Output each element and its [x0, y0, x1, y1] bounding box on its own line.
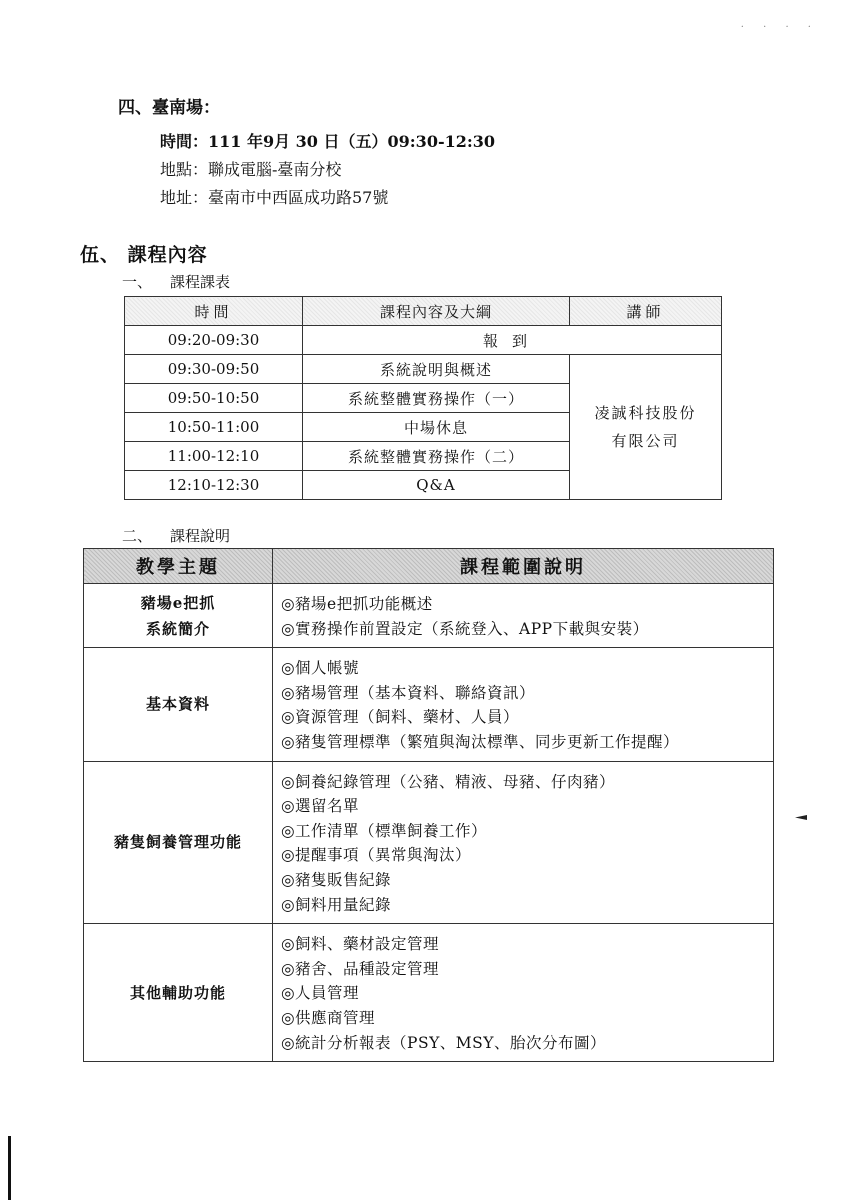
section-title: 伍、 課程內容 [80, 244, 208, 266]
list-item: ◎統計分析報表（PSY、MSY、胎次分布圖） [281, 1033, 607, 1052]
schedule-time: 12:10-12:30 [125, 471, 303, 500]
venue-address: 地址：臺南市中西區成功路57號 [160, 188, 389, 207]
scan-arrow-mark [795, 815, 807, 820]
description-table [83, 548, 774, 1062]
schedule-header-instructor: 講師 [570, 297, 722, 326]
description-scope [273, 761, 774, 924]
list-item: ◎豬場管理（基本資料、聯絡資訊） [281, 683, 536, 702]
table-row [84, 648, 774, 761]
list-item: ◎提醒事項（異常與淘汰） [281, 846, 472, 865]
venue-title: 四、臺南場： [118, 98, 220, 118]
topic-line: 系統簡介 [145, 619, 210, 638]
schedule-header-row [125, 297, 722, 326]
scan-dots: · · · · [740, 22, 819, 33]
schedule-header-time: 時間 [125, 297, 303, 326]
list-item: ◎飼料用量紀錄 [281, 895, 392, 914]
description-scope [273, 584, 774, 648]
table-row [84, 584, 774, 648]
description-scope [273, 924, 774, 1062]
list-item: ◎人員管理 [281, 984, 360, 1003]
schedule-time: 10:50-11:00 [125, 413, 303, 442]
schedule-content: 系統整體實務操作（一） [303, 384, 570, 413]
description-header-scope: 課程範圍說明 [273, 549, 774, 584]
schedule-content: 中場休息 [303, 413, 570, 442]
schedule-checkin: 報到 [303, 326, 722, 355]
description-header-row [84, 549, 774, 584]
list-item: ◎飼料、藥材設定管理 [281, 935, 440, 954]
schedule-content: 系統整體實務操作（二） [303, 442, 570, 471]
list-item: ◎豬隻管理標準（繁殖與淘汰標準、同步更新工作提醒） [281, 732, 680, 751]
description-topic: 豬隻飼養管理功能 [84, 761, 273, 924]
description-topic: 基本資料 [84, 648, 273, 761]
schedule-table [124, 296, 722, 500]
description-topic [84, 584, 273, 648]
list-item: ◎豬場e把抓功能概述 [281, 595, 433, 613]
venue-time: 時間：111 年9月 30 日（五）09:30-12:30 [160, 132, 496, 151]
list-item: ◎資源管理（飼料、藥材、人員） [281, 708, 520, 727]
description-scope [273, 648, 774, 761]
instructor-line: 有限公司 [611, 432, 680, 450]
description-topic: 其他輔助功能 [84, 924, 273, 1062]
list-item: ◎實務操作前置設定（系統登入、APP下載與安裝） [281, 619, 649, 638]
schedule-instructor [570, 355, 722, 500]
schedule-header-content: 課程內容及大綱 [303, 297, 570, 326]
subsection-label: 課程說明 [170, 527, 231, 545]
schedule-content: Q&A [303, 471, 570, 500]
schedule-time: 09:50-10:50 [125, 384, 303, 413]
subsection-label: 課程課表 [170, 273, 231, 291]
instructor-line: 凌誠科技股份 [594, 404, 697, 422]
subsection-number: 二、 [122, 527, 153, 545]
list-item: ◎豬舍、品種設定管理 [281, 959, 440, 978]
subsection-number: 一、 [122, 273, 153, 291]
list-item: ◎供應商管理 [281, 1008, 376, 1027]
table-row [125, 355, 722, 384]
description-header-topic: 教學主題 [84, 549, 273, 584]
table-row [125, 326, 722, 355]
list-item: ◎個人帳號 [281, 659, 360, 678]
venue-block [118, 96, 495, 212]
schedule-content: 系統說明與概述 [303, 355, 570, 384]
schedule-time: 09:30-09:50 [125, 355, 303, 384]
schedule-time: 11:00-12:10 [125, 442, 303, 471]
topic-line: 豬場e把抓 [140, 593, 216, 612]
list-item: ◎豬隻販售紀錄 [281, 870, 392, 889]
table-row [84, 761, 774, 924]
subsection-description-heading [122, 525, 230, 546]
list-item: ◎工作清單（標準飼養工作） [281, 821, 488, 840]
venue-location: 地點：聯成電腦-臺南分校 [160, 160, 342, 179]
subsection-schedule-heading [122, 271, 230, 292]
table-row [84, 924, 774, 1062]
schedule-time: 09:20-09:30 [125, 326, 303, 355]
list-item: ◎選留名單 [281, 797, 360, 816]
scan-edge-mark [8, 1136, 11, 1200]
list-item: ◎飼養紀錄管理（公豬、精液、母豬、仔肉豬） [281, 772, 616, 791]
